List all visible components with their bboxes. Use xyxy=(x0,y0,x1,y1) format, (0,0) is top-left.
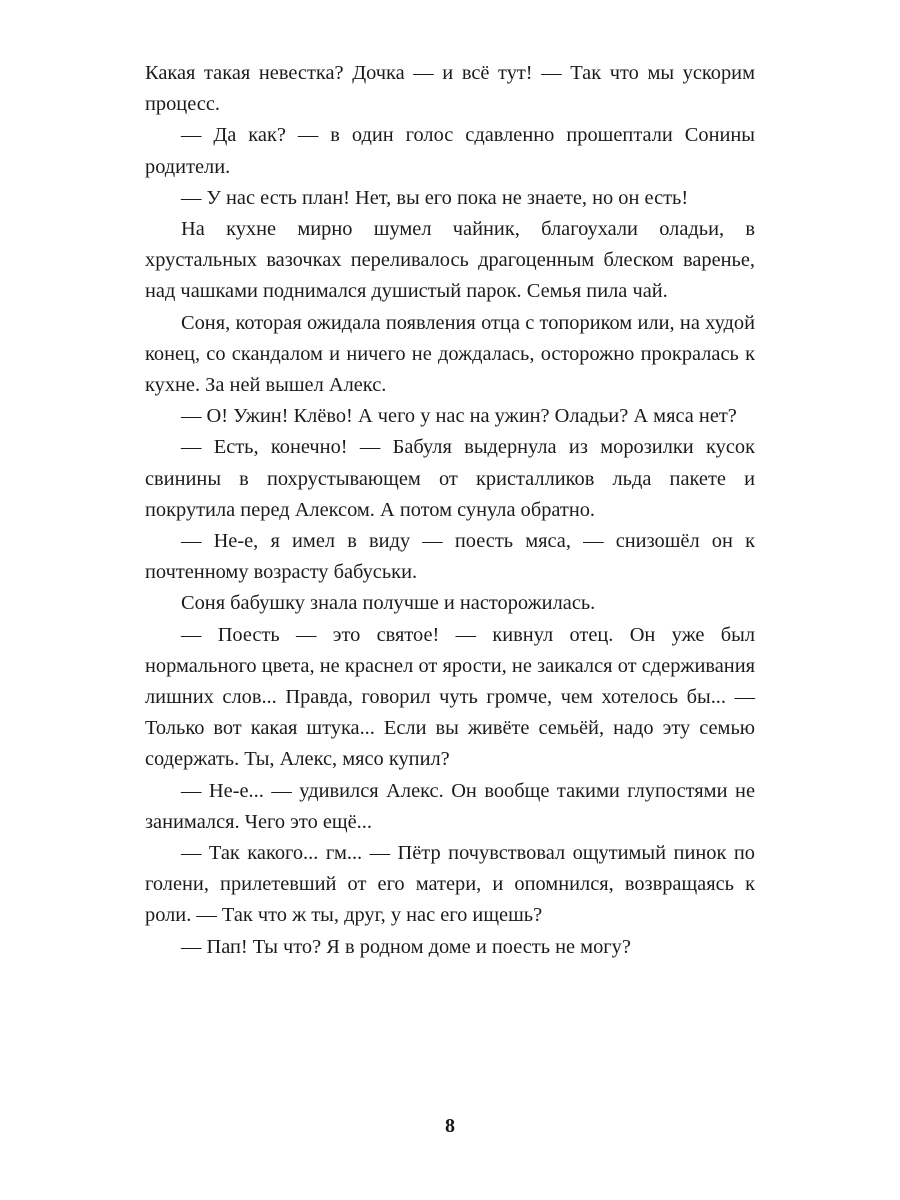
paragraph: — Пап! Ты что? Я в родном доме и поесть не могу? xyxy=(181,935,631,958)
paragraph: Какая такая невестка? Дочка — и всё тут! — Так что мы ускорим процесс. xyxy=(145,62,755,116)
paragraph: — У нас есть план! Нет, вы его пока не знаете, но он есть! xyxy=(181,186,689,209)
paragraph: — Так какого... гм... — Пётр почувствовал ощутимый пинок по голени, прилетевший от его матери, и опомнился, возвращаясь к роли. — Так что ж ты, друг, у нас его ищешь? xyxy=(145,842,755,927)
paragraph: — О! Ужин! Клёво! А чего у нас на ужин? Оладьи? А мяса нет? xyxy=(181,405,737,428)
page-number: 8 xyxy=(445,1115,455,1137)
paragraph: Соня, которая ожидала появления отца с топориком или, на худой конец, со скандалом и ничего не дождалась, осторожно прокралась к кухне. За ней вышел Алекс. xyxy=(145,311,755,397)
paragraph: — Не-е... — удивился Алекс. Он вообще такими глупостями не занимался. Чего это ещё... xyxy=(145,779,755,833)
paragraph: На кухне мирно шумел чайник, благоухали оладьи, в хрустальных вазочках переливалось драгоценным блеском варенье, над чашками поднимался душистый парок. Семья пила чай. xyxy=(145,218,755,303)
page-text-body xyxy=(145,58,755,963)
paragraph: Соня бабушку знала получше и насторожилась. xyxy=(181,592,596,615)
paragraph: — Да как? — в один голос сдавленно прошептали Сонины родители. xyxy=(145,124,755,178)
paragraph: — Не-е, я имел в виду — поесть мяса, — снизошёл он к почтенному возрасту бабуськи. xyxy=(145,530,755,584)
paragraph: — Поесть — это святое! — кивнул отец. Он уже был нормального цвета, не краснел от ярости, не заикался от сдерживания лишних слов... Правда, говорил чуть громче, чем хотелось бы... — Только вот какая штука... Если вы живёте семьёй, надо эту семью содержать. Ты, Алекс, мясо купил? xyxy=(145,623,755,771)
paragraph: — Есть, конечно! — Бабуля выдернула из морозилки кусок свинины в похрустывающем от кристалликов льда пакете и покрутила перед Алексом. А потом сунула обратно. xyxy=(145,436,755,521)
